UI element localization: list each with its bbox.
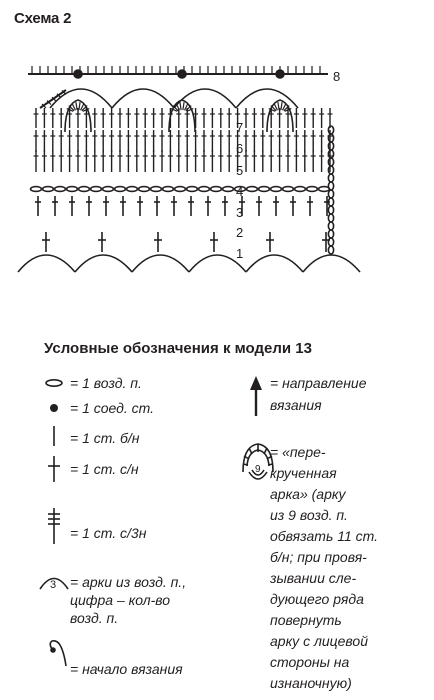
legend-twisted-line-8: дующего ряда [270, 591, 364, 607]
legend-twisted-line-3: арка» (арку [270, 486, 346, 502]
row-number-4: 4 [236, 184, 244, 199]
legend-arch-line1: = арки из возд. п., [70, 574, 187, 590]
legend-twisted-line-2: крученная [270, 465, 337, 481]
legend-direction-line1: = направление [270, 375, 367, 391]
legend-twisted-line-1: = «пере- [270, 444, 326, 460]
legend-dc-label: = 1 ст. с/н [70, 461, 139, 477]
legend-twisted-line-9: повернуть [270, 612, 342, 628]
arch-example-number: 3 [50, 579, 57, 591]
legend-twisted-line-4: из 9 возд. п. [270, 507, 348, 523]
legend-twisted-line-5: обвязать 11 ст. [270, 528, 379, 544]
row-number-3: 3 [236, 205, 244, 220]
chain-stitch-icon [46, 380, 62, 386]
legend-start-label: = начало вязания [70, 661, 183, 677]
legend-arch-line3: возд. п. [70, 610, 119, 626]
legend-tr-label: = 1 ст. с/3н [70, 525, 147, 541]
legend-twisted-line-11: стороны на [270, 654, 350, 670]
row-number-2: 2 [236, 225, 244, 240]
direction-arrow-icon [250, 376, 262, 416]
start-knitting-icon [50, 641, 66, 666]
slip-stitch-icon [51, 405, 57, 411]
double-crochet-icon [48, 456, 60, 482]
legend-twisted-line-12: изнаночную) [270, 675, 352, 691]
row-number-8: 8 [333, 69, 341, 84]
legend-twisted-line-10: арку с лицевой [270, 633, 369, 649]
legend-slip-label: = 1 соед. ст. [70, 400, 155, 416]
twisted-arch-number: 9 [255, 464, 261, 475]
legend-twisted-line-6: б/н; при провя- [270, 549, 367, 565]
legend-sc-label: = 1 ст. б/н [70, 430, 140, 446]
legend-title: Условные обозначения к модели 13 [44, 340, 312, 357]
row-number-7: 7 [236, 120, 244, 135]
row-number-6: 6 [236, 141, 244, 156]
scheme-title: Схема 2 [14, 10, 72, 27]
row-number-5: 5 [236, 163, 244, 178]
row-number-1: 1 [236, 246, 244, 261]
legend-direction-line2: вязания [270, 397, 322, 413]
legend-twisted-line-7: зывании сле- [270, 570, 357, 586]
triple-crochet-icon [48, 508, 60, 544]
legend-arch-line2: цифра – кол-во [70, 592, 171, 608]
legend-chain-label: = 1 возд. п. [70, 375, 142, 391]
